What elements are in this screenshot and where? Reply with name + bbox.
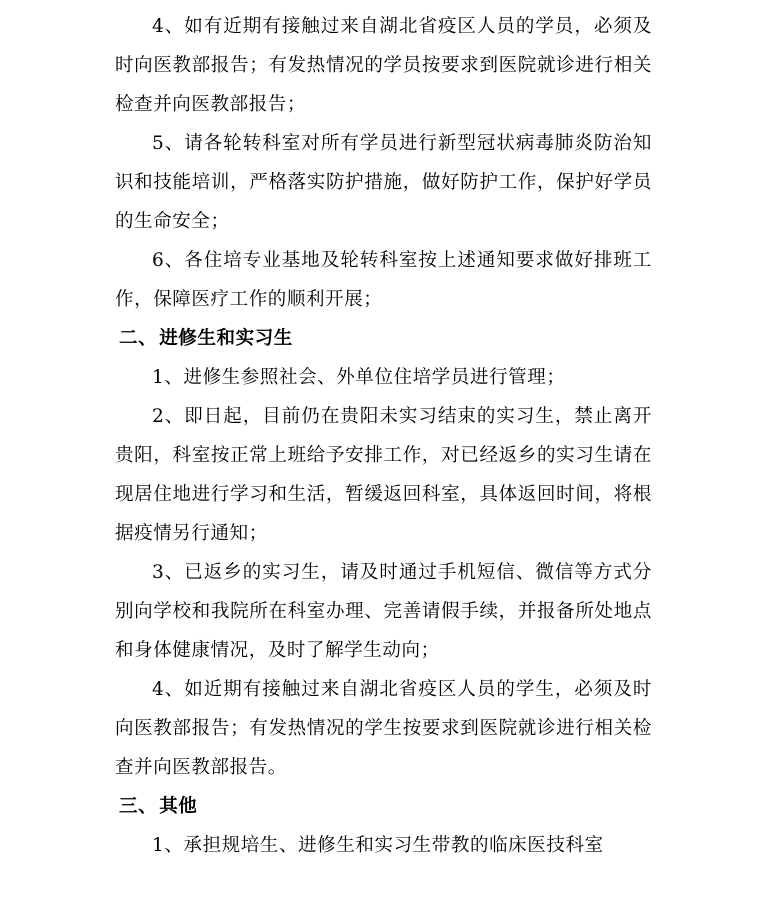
heading-section-three xyxy=(115,787,652,826)
paragraph-item-4-trainees: 4、如有近期有接触过来自湖北省疫区人员的学员，必须及时向医教部报告；有发热情况的学员按要求到医院就诊进行相关检查并向医教部报告； xyxy=(115,16,652,115)
top-spacer xyxy=(115,0,652,7)
heading-section-two-number: 二、 xyxy=(119,328,158,349)
paragraph-item-4-students-contact: 4、如近期有接触过来自湖北省疫区人员的学生，必须及时向医教部报告；有发热情况的学生按要求到医院就诊进行相关检查并向医教部报告。 xyxy=(115,679,652,778)
paragraph-item-5-rotation-training: 5、请各轮转科室对所有学员进行新型冠状病毒肺炎防治知识和技能培训，严格落实防护措施，做好防护工作，保护好学员的生命安全； xyxy=(115,133,652,232)
paragraph-item-3-returned-interns: 3、已返乡的实习生，请及时通过手机短信、微信等方式分别向学校和我院所在科室办理、完善请假手续，并报备所处地点和身体健康情况，及时了解学生动向； xyxy=(115,562,652,661)
paragraph-item-6-scheduling: 6、各住培专业基地及轮转科室按上述通知要求做好排班工作，保障医疗工作的顺利开展； xyxy=(115,250,652,310)
paragraph-item-1-advanced-students: 1、进修生参照社会、外单位住培学员进行管理； xyxy=(152,367,566,388)
heading-section-two-label: 进修生和实习生 xyxy=(159,328,293,349)
heading-section-three-number: 三、 xyxy=(119,796,158,817)
paragraph-item-1-other-departments: 1、承担规培生、进修生和实习生带教的临床医技科室 xyxy=(152,835,604,856)
heading-section-two xyxy=(115,319,652,358)
paragraph-item-2-interns-in-guiyang: 2、即日起，目前仍在贵阳未实习结束的实习生，禁止离开贵阳，科室按正常上班给予安排工作，对已经返乡的实习生请在现居住地进行学习和生活，暂缓返回科室，具体返回时间，将根据疫情另行通知； xyxy=(115,406,652,544)
heading-section-three-label: 其他 xyxy=(159,796,198,817)
